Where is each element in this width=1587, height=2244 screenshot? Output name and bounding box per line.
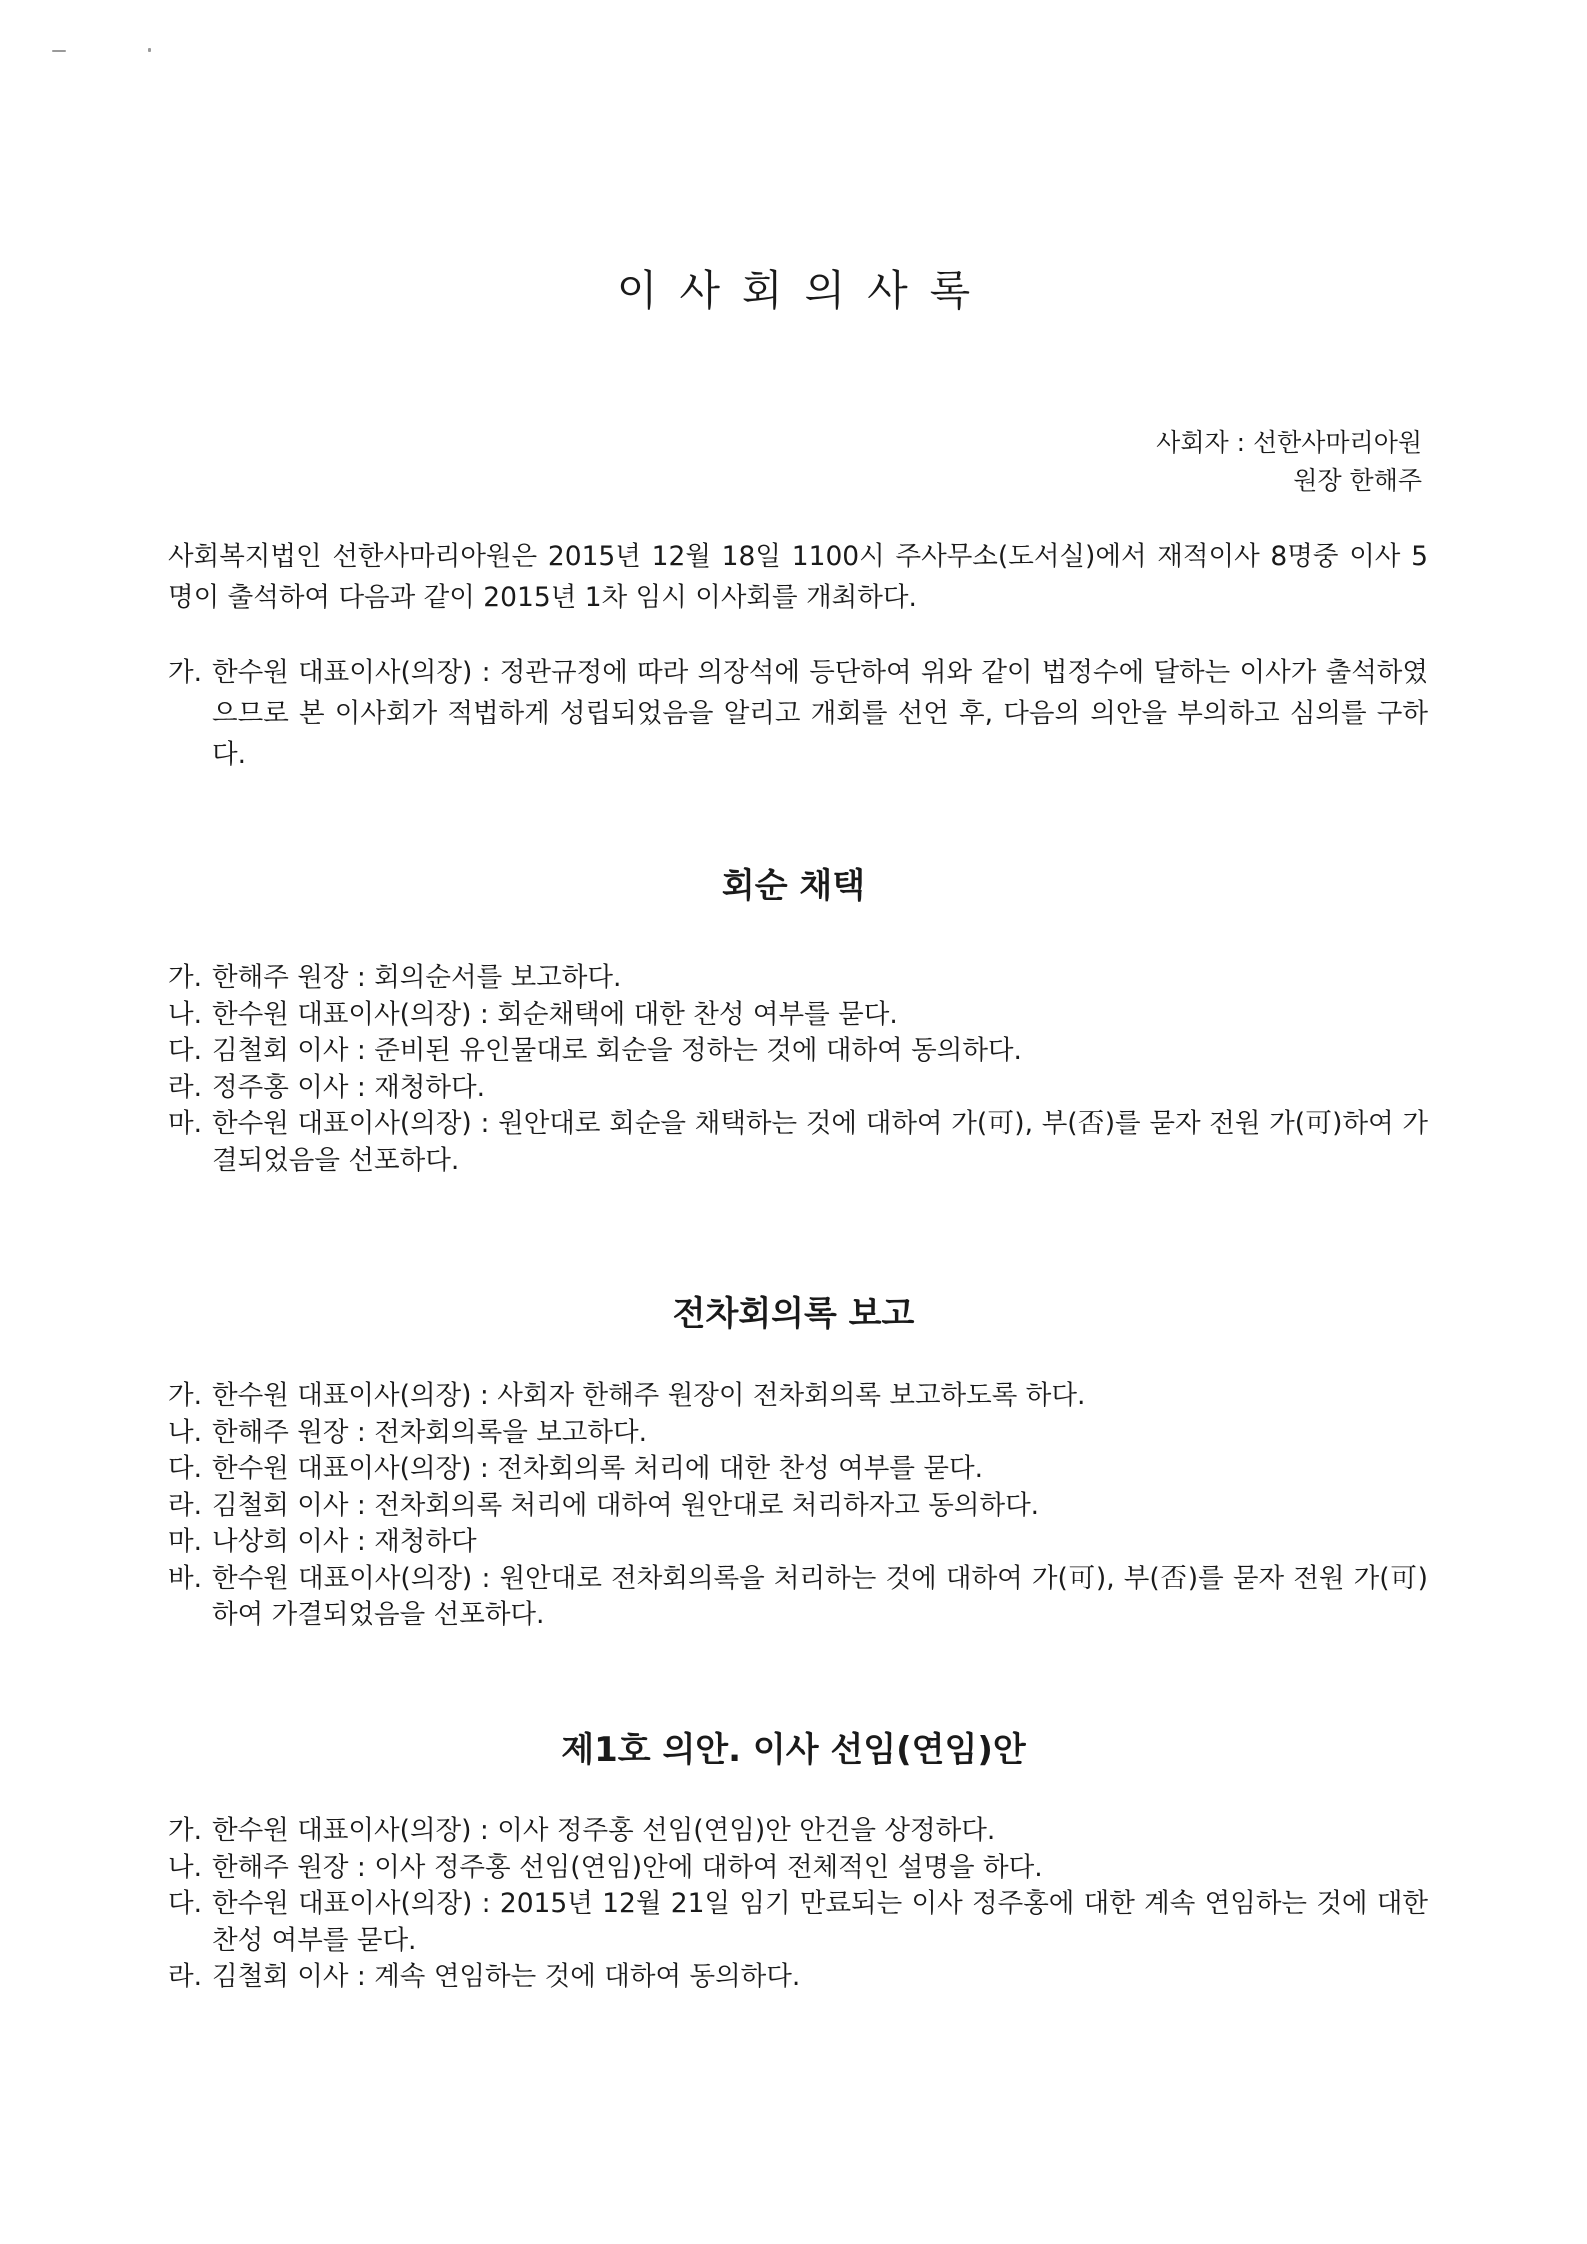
list-item (168, 1813, 1428, 1850)
list-item (168, 1524, 1428, 1561)
item-marker: 다. (168, 1888, 203, 1919)
presenter-line: 사회자 : 선한사마리아원 (1156, 428, 1422, 457)
list-item (168, 1451, 1428, 1488)
list-item (168, 1415, 1428, 1452)
section-item-list (168, 1378, 1428, 1634)
item-marker: 라. (168, 1489, 203, 1521)
item-text: 한수원 대표이사(의장) : 2015년 12월 21일 임기 만료되는 이사 정주홍에 대한 계속 연임하는 것에 대한 찬성 여부를 묻다. (212, 1888, 1428, 1956)
item-text: 나상희 이사 : 재청하다 (212, 1526, 477, 1557)
item-text: 한해주 원장 : 전차회의록을 보고하다. (212, 1416, 648, 1448)
scan-speck (148, 48, 151, 52)
item-marker: 가. (168, 657, 203, 688)
list-item (168, 1033, 1428, 1070)
item-marker: 나. (168, 998, 203, 1030)
list-item (168, 1378, 1428, 1415)
list-item (168, 1886, 1428, 1959)
item-text: 정주홍 이사 : 재청하다. (212, 1071, 486, 1103)
item-text: 김철회 이사 : 계속 연임하는 것에 대하여 동의하다. (212, 1961, 801, 1992)
presenter-block (1156, 424, 1422, 500)
item-text: 한수원 대표이사(의장) : 원안대로 전차회의록을 처리하는 것에 대하여 가(可), 부(否)를 묻자 전원 가(可)하여 가결되었음을 선포하다. (212, 1562, 1428, 1630)
item-text: 한수원 대표이사(의장) : 사회자 한해주 원장이 전차회의록 보고하도록 하다. (212, 1380, 1086, 1411)
section-heading: 전차회의록 보고 (672, 1294, 915, 1334)
list-item (168, 997, 1428, 1034)
list-item (168, 1488, 1428, 1525)
list-item (168, 1561, 1428, 1634)
item-text: 김철회 이사 : 전차회의록 처리에 대하여 원안대로 처리하자고 동의하다. (212, 1489, 1040, 1521)
item-marker: 라. (168, 1071, 203, 1103)
item-text: 한수원 대표이사(의장) : 정관규정에 따라 의장석에 등단하여 위와 같이 법정수에 달하는 이사가 출석하였으므로 본 이사회가 적법하게 성립되었음을 알리고 개회를 선언 후, 다음의 의안을 부의하고 심의를 구하다. (212, 657, 1428, 770)
item-marker: 다. (168, 1035, 203, 1066)
presenter-line: 원장 한해주 (1293, 466, 1422, 495)
item-text: 한수원 대표이사(의장) : 이사 정주홍 선임(연임)안 안건을 상정하다. (212, 1815, 996, 1846)
list-item (168, 1959, 1428, 1996)
item-marker: 바. (168, 1562, 203, 1594)
item-text: 한수원 대표이사(의장) : 회순채택에 대한 찬성 여부를 묻다. (212, 998, 898, 1030)
item-text: 한수원 대표이사(의장) : 원안대로 회순을 채택하는 것에 대하여 가(可), 부(否)를 묻자 전원 가(可)하여 가결되었음을 선포하다. (212, 1108, 1428, 1176)
item-text: 한해주 원장 : 회의순서를 보고하다. (212, 962, 622, 993)
list-item (168, 652, 1428, 775)
list-item (168, 960, 1428, 997)
list-item (168, 1106, 1428, 1179)
item-marker: 라. (168, 1961, 203, 1992)
section-item-list (168, 960, 1428, 1179)
item-marker: 나. (168, 1851, 203, 1883)
item-marker: 마. (168, 1108, 203, 1139)
opening-statement (168, 652, 1428, 775)
item-text: 한해주 원장 : 이사 정주홍 선임(연임)안에 대하여 전체적인 설명을 하다. (212, 1851, 1043, 1883)
item-marker: 나. (168, 1416, 203, 1448)
item-marker: 가. (168, 1815, 203, 1846)
item-text: 김철회 이사 : 준비된 유인물대로 회순을 정하는 것에 대하여 동의하다. (212, 1035, 1022, 1066)
item-marker: 가. (168, 1380, 203, 1411)
list-item (168, 1070, 1428, 1107)
document-title: 이사회의사록 (616, 266, 993, 315)
section-heading: 회순 채택 (721, 866, 866, 906)
list-item (168, 1850, 1428, 1887)
item-marker: 가. (168, 962, 203, 993)
item-marker: 마. (168, 1526, 203, 1557)
item-text: 한수원 대표이사(의장) : 전차회의록 처리에 대한 찬성 여부를 묻다. (212, 1453, 983, 1484)
section-item-list (168, 1813, 1428, 1996)
scan-speck (52, 50, 66, 52)
intro-paragraph: 사회복지법인 선한사마리아원은 2015년 12월 18일 1100시 주사무소(도서실)에서 재적이사 8명중 이사 5명이 출석하여 다음과 같이 2015년 1차 임시 이사회를 개최하다. (168, 541, 1428, 613)
item-marker: 다. (168, 1453, 203, 1484)
section-heading: 제1호 의안. 이사 선임(연임)안 (561, 1730, 1026, 1770)
